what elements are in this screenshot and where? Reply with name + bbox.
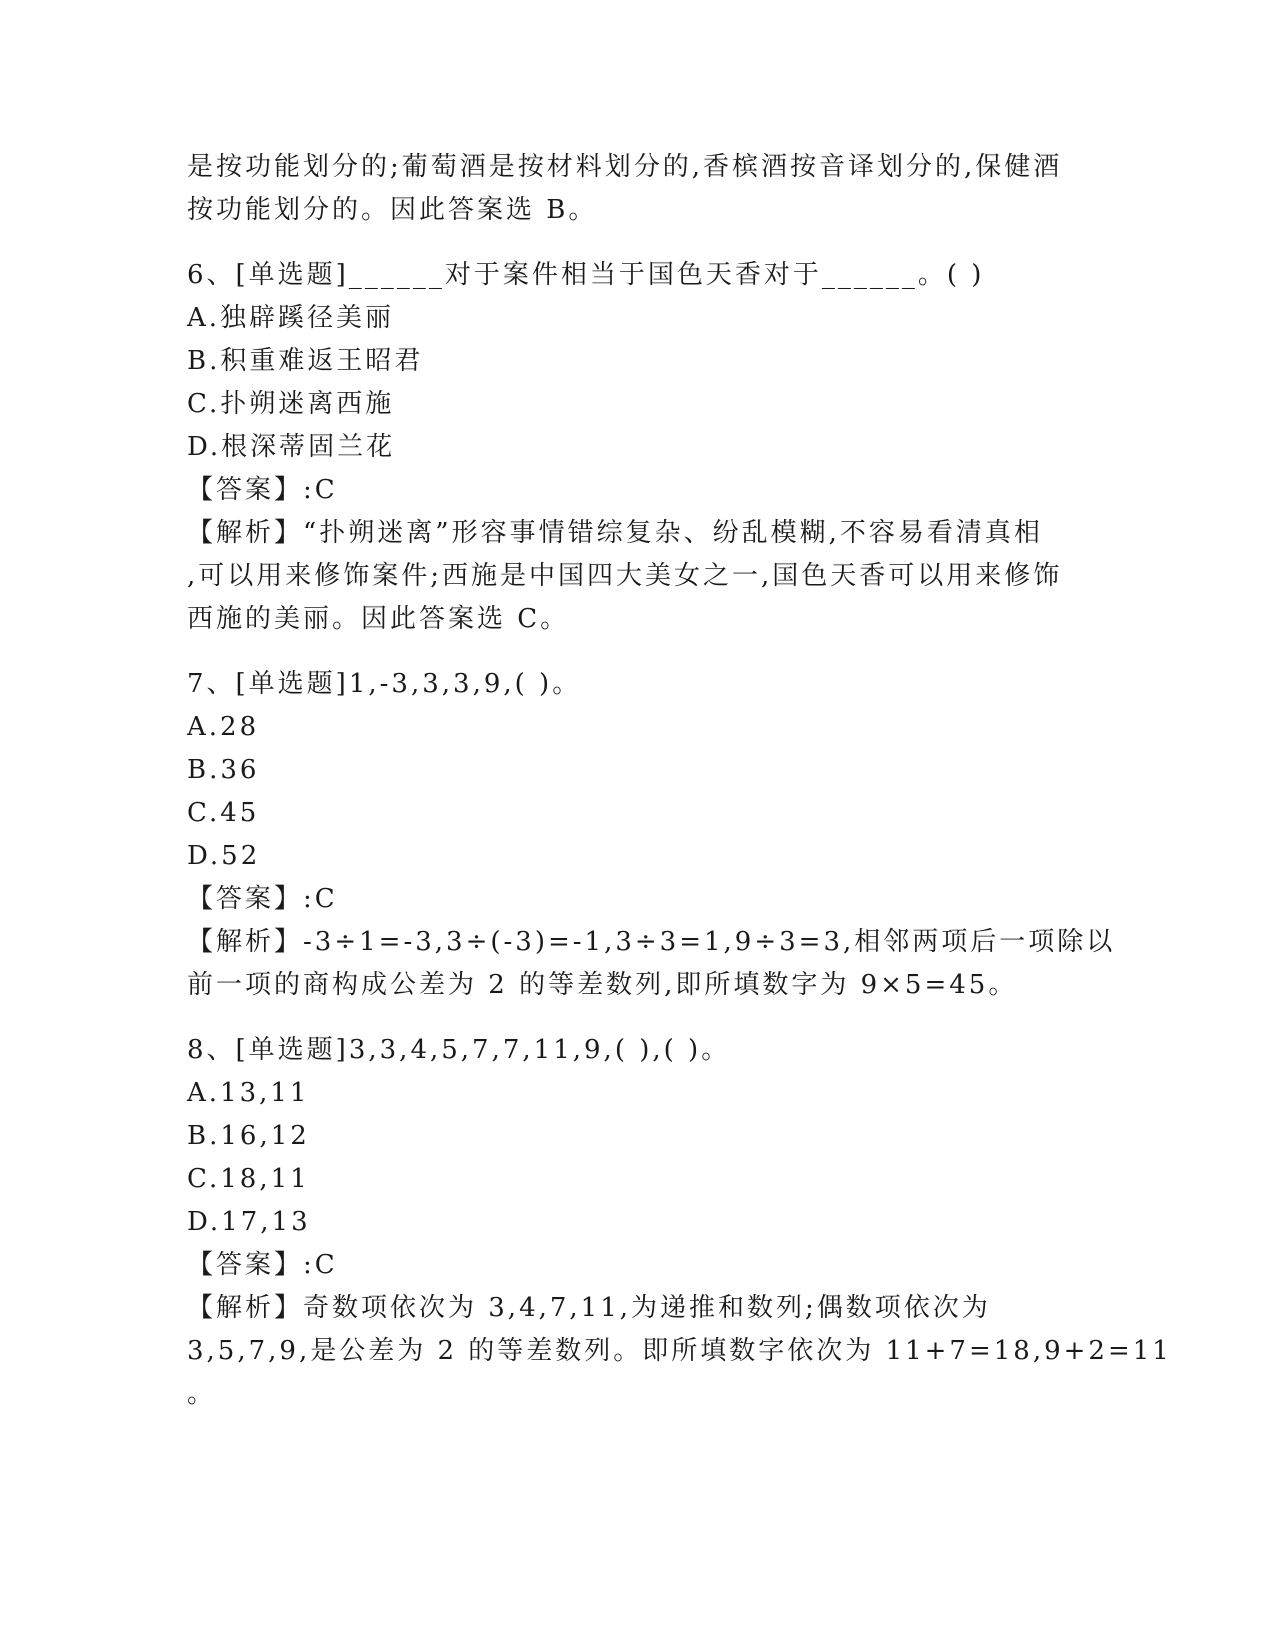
option-d: D.17,13 [187,1207,311,1237]
question-6 [187,254,1087,641]
question-stem: 6、[单选题]______对于案件相当于国色天香对于______。( ) [187,260,985,290]
text-line: 按功能划分的。因此答案选 B。 [187,195,598,225]
explanation-line: 西施的美丽。因此答案选 C。 [187,604,570,634]
explanation-line: ,可以用来修饰案件;西施是中国四大美女之一,国色天香可以用来修饰 [187,561,1063,591]
option-c: C.45 [187,798,260,828]
explanation-line: 3,5,7,9,是公差为 2 的等差数列。即所填数字依次为 11+7=18,9+2=11 [187,1336,1172,1366]
question-7 [187,663,1116,1007]
option-d: D.52 [187,841,261,871]
document-page [187,146,1172,1416]
option-c: C.18,11 [187,1164,310,1194]
option-b: B.36 [187,755,260,785]
option-d: D.根深蒂固兰花 [187,432,396,462]
question-8 [187,1029,1172,1416]
explanation-line: 【解析】奇数项依次为 3,4,7,11,为递推和数列;偶数项依次为 [187,1293,991,1323]
explanation-line: 。 [187,1379,217,1409]
option-a: A.13,11 [187,1078,310,1108]
answer: 【答案】:C [187,884,338,914]
explanation-line: 前一项的商构成公差为 2 的等差数列,即所填数字为 9×5=45。 [187,970,1018,1000]
option-c: C.扑朔迷离西施 [187,389,395,419]
question-stem: 8、[单选题]3,3,4,5,7,7,11,9,( ),( )。 [187,1035,731,1065]
option-a: A.28 [187,712,260,742]
option-b: B.16,12 [187,1121,310,1151]
answer: 【答案】:C [187,1250,338,1280]
text-line: 是按功能划分的;葡萄酒是按材料划分的,香槟酒按音译划分的,保健酒 [187,152,1063,182]
option-a: A.独辟蹊径美丽 [187,303,395,333]
previous-explanation [187,146,1087,232]
answer: 【答案】:C [187,475,338,505]
option-b: B.积重难返王昭君 [187,346,424,376]
question-stem: 7、[单选题]1,-3,3,3,9,( )。 [187,669,582,699]
explanation-line: 【解析】-3÷1=-3,3÷(-3)=-1,3÷3=1,9÷3=3,相邻两项后一项除以 [187,927,1116,957]
explanation-line: 【解析】“扑朔迷离”形容事情错综复杂、纷乱模糊,不容易看清真相 [187,518,1043,548]
